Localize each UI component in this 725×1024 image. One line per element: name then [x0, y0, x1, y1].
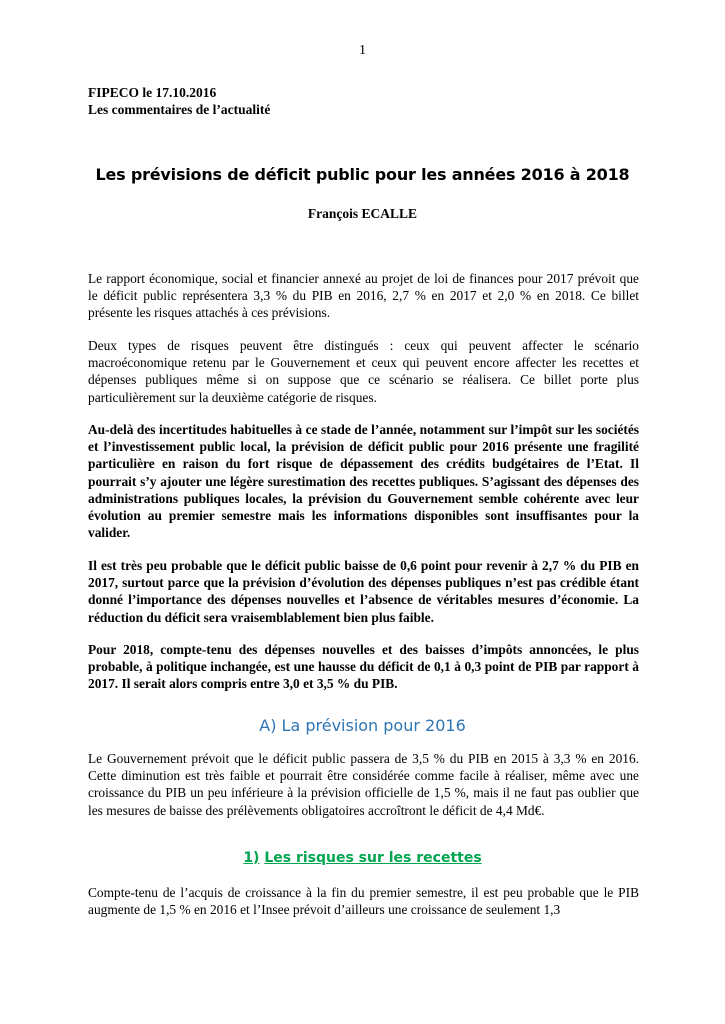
page-title: Les prévisions de déficit public pour les années 2016 à 2018 [95, 165, 630, 184]
section-a-label: A) [259, 716, 277, 735]
subsection-1-label: 1) [243, 850, 260, 866]
section-heading-a [0, 716, 725, 735]
summary-2018-paragraph: Pour 2018, compte-tenu des dépenses nouvelles et des baisses d’impôts annoncées, le plus probable, à politique inchangée, est une hausse du déficit de 0,1 à 0,3 point de PIB par rapport à 2017. Il serait alors compris entre 3,0 et 3,5 % du PIB. [88, 642, 639, 692]
summary-2017-paragraph: Il est très peu probable que le déficit public baisse de 0,6 point pour revenir à 2,7 % du PIB en 2017, surtout parce que la prévision d’évolution des dépenses publiques n’est pas crédible étant donné l’importance des dépenses nouvelles et l’absence de véritables mesures d’économie. La réduction du déficit sera vraisemblablement bien plus faible. [88, 558, 639, 625]
page-number: 1 [359, 43, 366, 58]
subsection-heading-1 [0, 850, 725, 866]
subsection-1-title: Les risques sur les recettes [264, 850, 482, 866]
header-date-line: FIPECO le 17.10.2016 [88, 85, 217, 100]
author-name: François ECALLE [307, 206, 418, 221]
forecast-2016-paragraph: Le Gouvernement prévoit que le déficit public passera de 3,5 % du PIB en 2015 à 3,3 % en 2016. Cette diminution est très faible et pourrait être considérée comme facile à réaliser, même avec une croissance du PIB un peu inférieure à la prévision officielle de 1,5 %, mais il ne faut pas oublier que les mesures de baisse des prélèvements obligatoires accroîtront le déficit de 4,4 Md€. [88, 751, 639, 818]
revenue-risks-paragraph: Compte-tenu de l’acquis de croissance à la fin du premier semestre, il est peu probable que le PIB augmente de 1,5 % en 2016 et l’Insee prévoit d’ailleurs une croissance de seulement 1,3 [88, 885, 639, 918]
document-header [88, 84, 270, 118]
risk-types-paragraph: Deux types de risques peuvent être distingués : ceux qui peuvent affecter le scénario macroéconomique retenu par le Gouvernement et ceux qui peuvent encore affecter les recettes et dépenses publiques même si on suppose que ce scénario se réalisera. Ce billet porte plus particulièrement sur la deuxième catégorie de risques. [88, 338, 639, 405]
intro-paragraph: Le rapport économique, social et financier annexé au projet de loi de finances pour 2017 prévoit que le déficit public représentera 3,3 % du PIB en 2016, 2,7 % en 2017 et 2,0 % en 2018. Ce billet présente les risques attachés à ces prévisions. [88, 271, 639, 321]
summary-2016-paragraph: Au-delà des incertitudes habituelles à ce stade de l’année, notamment sur l’impôt sur les sociétés et l’investissement public local, la prévision de déficit public pour 2016 présente une fragilité particulière en raison du fort risque de dépassement des crédits budgétaires de l’Etat. Il pourrait s’y ajouter une légère surestimation des recettes publiques. S’agissant des dépenses des administrations publiques locales, la prévision du Gouvernement semble cohérente avec leur évolution au premier semestre mais les informations disponibles sont insuffisantes pour la valider. [88, 422, 639, 541]
header-series-line: Les commentaires de l’actualité [88, 102, 271, 117]
section-a-title: La prévision pour 2016 [281, 716, 466, 735]
